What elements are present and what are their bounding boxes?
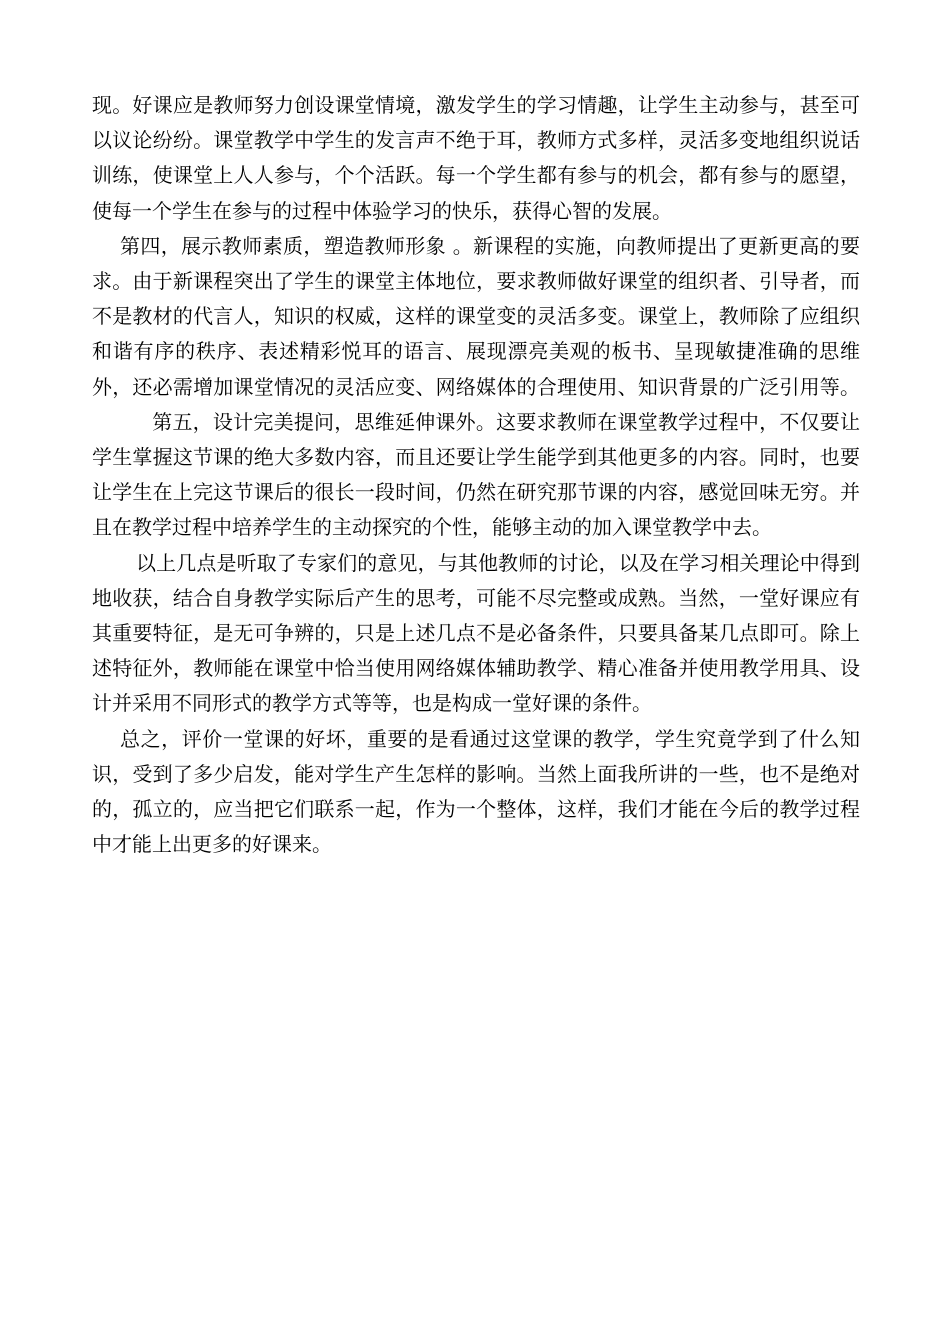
fourth-point-text: 第四，展示教师素质，塑造教师形象 。新课程的实施，向教师提出了更新更高的要求。由于新课程突出了学生的课堂主体地位，要求教师做好课堂的组织者、引导者，而不是教材的代言人，知识的权威，这样的课堂变的灵活多变。课堂上，教师除了应组织和谐有序的秩序、表述精彩悦耳的语言、展现漂亮美观的板书、呈现敏捷准确的思维外，还必需增加课堂情况的灵活应变、网络媒体的合理使用、知识背景的广泛引用等。 xyxy=(92,233,860,399)
paragraph-summary-points: 以上几点是听取了专家们的意见，与其他教师的讨论，以及在学习相关理论中得到地收获，结合自身教学实际后产生的思考，可能不尽完整或成熟。当然，一堂好课应有其重要特征，是无可争辨的，只是上述几点不是必备条件，只要具备某几点即可。除上述特征外，教师能在课堂中恰当使用网络媒体辅助教学、精心准备并使用教学用具、设计并采用不同形式的教学方式等等，也是构成一堂好课的条件。 xyxy=(92,550,860,716)
fifth-point-text: 第五，设计完美提问，思维延伸课外。这要求教师在课堂教学过程中，不仅要让学生掌握这节课的绝大多数内容，而且还要让学生能学到其他更多的内容。同时，也要让学生在上完这节课后的很长一段时间，仍然在研究那节课的内容，感觉回味无穷。并且在教学过程中培养学生的主动探究的个性，能够主动的加入课堂教学中去。 xyxy=(92,409,860,540)
paragraph-continuation: 现。好课应是教师努力创设课堂情境，激发学生的学习情趣，让学生主动参与，甚至可以议论纷纷。课堂教学中学生的发言声不绝于耳，教师方式多样，灵活多变地组织说话训练，使课堂上人人参与，个个活跃。每一个学生都有参与的机会，都有参与的愿望，使每一个学生在参与的过程中体验学习的快乐，获得心智的发展。 xyxy=(92,93,860,223)
paragraph-conclusion: 总之，评价一堂课的好坏，重要的是看通过这堂课的教学，学生究竟学到了什么知识，受到了多少启发，能对学生产生怎样的影响。当然上面我所讲的一些，也不是绝对的，孤立的，应当把它们联系一起，作为一个整体，这样，我们才能在今后的教学过程中才能上出更多的好课来。 xyxy=(92,726,860,857)
document-page xyxy=(92,88,860,862)
paragraph-fourth-fifth-points xyxy=(92,229,860,546)
